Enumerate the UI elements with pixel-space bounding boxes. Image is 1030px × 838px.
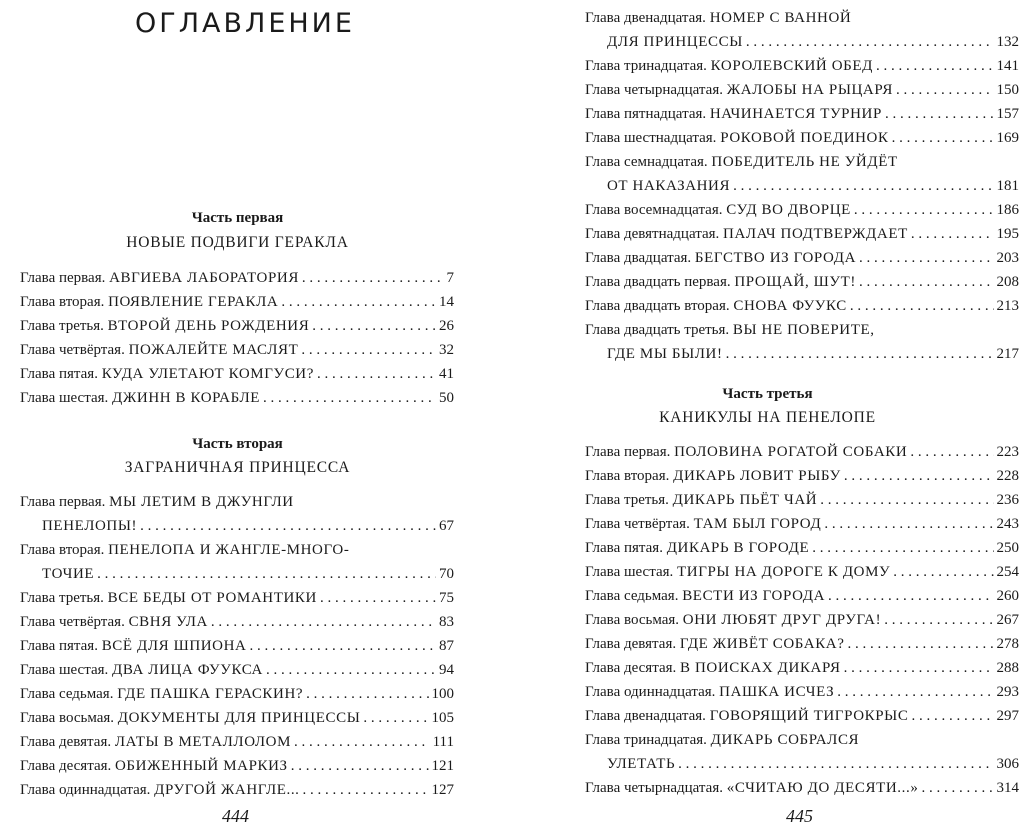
chapter-page-number: 195 — [996, 226, 1019, 242]
chapter-title: ВЫ НЕ ПОВЕРИТЕ, — [732, 322, 875, 338]
chapter-label: Глава десятая. — [585, 660, 677, 676]
chapter-title: ПАШКА ИСЧЕЗ — [719, 684, 835, 700]
chapter-page-number: 297 — [996, 708, 1019, 724]
dot-leader — [893, 560, 993, 584]
chapter-title-continued: ГДЕ МЫ БЫЛИ! — [607, 346, 723, 362]
chapter-page-number: 67 — [439, 518, 454, 534]
chapter-label: Глава восьмая. — [585, 612, 680, 628]
chapter-title: ЛАТЫ В МЕТАЛЛОЛОМ — [114, 734, 292, 750]
toc-entry — [585, 704, 1019, 728]
right-page — [515, 0, 1030, 838]
toc-entry — [585, 536, 1019, 560]
chapter-page-number: 186 — [996, 202, 1019, 218]
dot-leader — [263, 386, 436, 410]
dot-leader — [678, 752, 993, 776]
dot-leader — [824, 512, 993, 536]
chapter-page-number: 127 — [431, 782, 454, 798]
chapter-label: Глава пятнадцатая. — [585, 106, 707, 122]
toc-entry — [585, 270, 1019, 294]
page-number-left: 444 — [222, 806, 249, 826]
chapter-title: РОКОВОЙ ПОЕДИНОК — [720, 130, 889, 146]
toc-entry — [20, 290, 454, 314]
chapter-label: Глава седьмая. — [585, 588, 679, 604]
dot-leader — [301, 338, 436, 362]
toc-entry — [20, 362, 454, 386]
chapter-title: ГДЕ ЖИВЁТ СОБАКА? — [679, 636, 845, 652]
toc-entry — [20, 706, 454, 730]
chapter-title: ДВА ЛИЦА ФУУКСА — [112, 662, 263, 678]
chapter-page-number: 243 — [996, 516, 1019, 532]
chapter-label: Глава одиннадцатая. — [20, 782, 151, 798]
part-3-label: Часть третья — [722, 386, 813, 402]
toc-entry — [585, 6, 1019, 30]
chapter-title: ВЕСТИ ИЗ ГОРОДА — [682, 588, 826, 604]
toc-entry — [585, 318, 1019, 342]
chapter-label: Глава четвёртая. — [20, 342, 125, 358]
dot-leader — [844, 464, 994, 488]
chapter-page-number: 94 — [439, 662, 454, 678]
chapter-label: Глава одиннадцатая. — [585, 684, 716, 700]
toc-entry — [585, 728, 1019, 752]
chapter-label: Глава пятая. — [20, 638, 98, 654]
chapter-title: ВСЕ БЕДЫ ОТ РОМАНТИКИ — [107, 590, 317, 606]
dot-leader — [812, 536, 993, 560]
chapter-title: ПОЛОВИНА РОГАТОЙ СОБАКИ — [674, 444, 908, 460]
chapter-page-number: 132 — [996, 34, 1019, 50]
chapter-page-number: 83 — [439, 614, 454, 630]
chapter-title: ВТОРОЙ ДЕНЬ РОЖДЕНИЯ — [107, 318, 310, 334]
toc-entry — [20, 610, 454, 634]
chapter-label: Глава шестнадцатая. — [585, 130, 717, 146]
chapter-label: Глава седьмая. — [20, 686, 114, 702]
chapter-title: МЫ ЛЕТИМ В ДЖУНГЛИ — [109, 494, 294, 510]
chapter-title: ДИКАРЬ СОБРАЛСЯ — [710, 732, 860, 748]
dot-leader — [859, 270, 994, 294]
chapter-page-number: 41 — [439, 366, 454, 382]
chapter-label: Глава первая. — [20, 494, 106, 510]
chapter-page-number: 26 — [439, 318, 454, 334]
chapter-page-number: 306 — [996, 756, 1019, 772]
dot-leader — [850, 294, 994, 318]
toc-entry — [585, 198, 1019, 222]
toc-entry-continuation — [607, 30, 1019, 54]
chapter-label: Глава четырнадцатая. — [585, 780, 723, 796]
toc-entry — [585, 246, 1019, 270]
chapter-label: Глава двенадцатая. — [585, 708, 706, 724]
chapter-title: КУДА УЛЕТАЮТ КОМГУСИ? — [101, 366, 314, 382]
toc-entry — [585, 608, 1019, 632]
chapter-label: Глава двадцать вторая. — [585, 298, 730, 314]
chapter-title: ДИКАРЬ ПЬЁТ ЧАЙ — [672, 492, 818, 508]
chapter-title: СВНЯ УЛА — [128, 614, 208, 630]
chapter-label: Глава пятая. — [20, 366, 98, 382]
chapter-title: ДРУГОЙ ЖАНГЛЕ... — [154, 782, 300, 798]
dot-leader — [828, 584, 993, 608]
chapter-page-number: 87 — [439, 638, 454, 654]
chapter-title-continued: ТОЧИЕ — [42, 566, 95, 582]
chapter-label: Глава шестая. — [585, 564, 674, 580]
chapter-label: Глава третья. — [20, 590, 104, 606]
chapter-page-number: 213 — [996, 298, 1019, 314]
chapter-title: ПОБЕДИТЕЛЬ НЕ УЙДЁТ — [711, 154, 898, 170]
dot-leader — [911, 222, 994, 246]
toc-entry — [20, 586, 454, 610]
chapter-title: АВГИЕВА ЛАБОРАТОРИЯ — [109, 270, 299, 286]
chapter-label: Глава третья. — [20, 318, 104, 334]
toc-entry — [585, 632, 1019, 656]
chapter-label: Глава первая. — [585, 444, 671, 460]
toc-entry — [585, 440, 1019, 464]
chapter-title: ПОЯВЛЕНИЕ ГЕРАКЛА — [108, 294, 279, 310]
chapter-page-number: 157 — [996, 106, 1019, 122]
toc-entry — [585, 680, 1019, 704]
chapter-page-number: 208 — [996, 274, 1019, 290]
chapter-title: ПАЛАЧ ПОДТВЕРЖДАЕТ — [723, 226, 908, 242]
toc-entry — [20, 778, 454, 802]
chapter-title: СУД ВО ДВОРЦЕ — [726, 202, 851, 218]
dot-leader — [885, 102, 994, 126]
dot-leader — [896, 78, 994, 102]
dot-leader — [281, 290, 436, 314]
chapter-page-number: 217 — [996, 346, 1019, 362]
chapter-page-number: 121 — [431, 758, 454, 774]
chapter-label: Глава двадцать первая. — [585, 274, 731, 290]
chapter-page-number: 141 — [996, 58, 1019, 74]
chapter-title: ПЕНЕЛОПА И ЖАНГЛЕ-МНОГО- — [108, 542, 350, 558]
chapter-page-number: 75 — [439, 590, 454, 606]
chapter-page-number: 314 — [996, 780, 1019, 796]
chapter-label: Глава десятая. — [20, 758, 112, 774]
chapter-title: ДИКАРЬ В ГОРОДЕ — [666, 540, 810, 556]
chapter-label: Глава вторая. — [585, 468, 670, 484]
dot-leader — [859, 246, 994, 270]
toc-entry — [20, 730, 454, 754]
toc-entry — [585, 512, 1019, 536]
toc-entry — [20, 538, 454, 562]
chapter-page-number: 278 — [996, 636, 1019, 652]
dot-leader — [746, 30, 994, 54]
chapter-label: Глава семнадцатая. — [585, 154, 708, 170]
chapter-label: Глава двадцатая. — [585, 250, 692, 266]
dot-leader — [910, 440, 993, 464]
dot-leader — [837, 680, 993, 704]
toc-entry — [585, 656, 1019, 680]
chapter-title: ОБИЖЕННЫЙ МАРКИЗ — [115, 758, 288, 774]
chapter-label: Глава двадцать третья. — [585, 322, 730, 338]
toc-entry — [585, 776, 1019, 800]
chapter-label: Глава двенадцатая. — [585, 10, 706, 26]
toc-entry — [585, 294, 1019, 318]
chapter-page-number: 169 — [996, 130, 1019, 146]
chapter-page-number: 250 — [996, 540, 1019, 556]
toc-entry — [20, 266, 454, 290]
chapter-page-number: 293 — [996, 684, 1019, 700]
chapter-page-number: 181 — [996, 178, 1019, 194]
toc-entry — [585, 464, 1019, 488]
chapter-title: ЖАЛОБЫ НА РЫЦАРЯ — [726, 82, 893, 98]
part-1-title: НОВЫЕ ПОДВИГИ ГЕРАКЛА — [126, 234, 349, 251]
toc-entry — [585, 54, 1019, 78]
chapter-page-number: 203 — [996, 250, 1019, 266]
dot-leader — [249, 634, 436, 658]
dot-leader — [291, 754, 429, 778]
chapter-title: ВСЁ ДЛЯ ШПИОНА — [101, 638, 247, 654]
toc-entry — [20, 386, 454, 410]
toc-entry — [20, 490, 454, 514]
part-3-title: КАНИКУЛЫ НА ПЕНЕЛОПЕ — [659, 409, 876, 426]
dot-leader — [921, 776, 993, 800]
toc-title: ОГЛАВЛЕНИЕ — [135, 8, 355, 39]
dot-leader — [911, 704, 993, 728]
dot-leader — [363, 706, 428, 730]
chapter-title: КОРОЛЕВСКИЙ ОБЕД — [710, 58, 873, 74]
dot-leader — [303, 778, 429, 802]
chapter-label: Глава четвёртая. — [20, 614, 125, 630]
chapter-title: ГОВОРЯЩИЙ ТИГРОКРЫС — [709, 708, 909, 724]
part-1-label: Часть первая — [191, 210, 284, 226]
dot-leader — [211, 610, 436, 634]
chapter-title: НОМЕР С ВАННОЙ — [709, 10, 852, 26]
chapter-title-continued: УЛЕТАТЬ — [607, 756, 676, 772]
chapter-label: Глава шестая. — [20, 390, 109, 406]
chapter-page-number: 32 — [439, 342, 454, 358]
toc-entry-continuation — [42, 562, 454, 586]
toc-entry — [585, 222, 1019, 246]
toc-entry — [585, 78, 1019, 102]
toc-entry — [20, 634, 454, 658]
chapter-title-continued: ПЕНЕЛОПЫ! — [42, 518, 138, 534]
chapter-title: ТИГРЫ НА ДОРОГЕ К ДОМУ — [677, 564, 891, 580]
toc-entry — [20, 658, 454, 682]
chapter-label: Глава вторая. — [20, 542, 105, 558]
chapter-label: Глава шестая. — [20, 662, 109, 678]
toc-entry — [585, 102, 1019, 126]
chapter-title: ДИКАРЬ ЛОВИТ РЫБУ — [673, 468, 841, 484]
toc-entry — [20, 338, 454, 362]
chapter-title: В ПОИСКАХ ДИКАРЯ — [680, 660, 841, 676]
dot-leader — [320, 586, 436, 610]
dot-leader — [317, 362, 436, 386]
chapter-title: ТАМ БЫЛ ГОРОД — [693, 516, 822, 532]
chapter-page-number: 14 — [439, 294, 454, 310]
toc-entry-continuation — [607, 752, 1019, 776]
toc-entry-continuation — [42, 514, 454, 538]
dot-leader — [306, 682, 428, 706]
toc-entry — [585, 126, 1019, 150]
chapter-page-number: 260 — [996, 588, 1019, 604]
chapter-page-number: 228 — [996, 468, 1019, 484]
chapter-title: «СЧИТАЮ ДО ДЕСЯТИ...» — [726, 780, 919, 796]
page-number-right: 445 — [786, 806, 813, 826]
chapter-label: Глава девятнадцатая. — [585, 226, 720, 242]
chapter-page-number: 100 — [431, 686, 454, 702]
dot-leader — [266, 658, 436, 682]
chapter-page-number: 267 — [996, 612, 1019, 628]
chapter-title: ПОЖАЛЕЙТЕ МАСЛЯТ — [128, 342, 299, 358]
part-2-title: ЗАГРАНИЧНАЯ ПРИНЦЕССА — [124, 459, 351, 476]
part-2-label: Часть вторая — [192, 436, 283, 452]
toc-entry — [20, 314, 454, 338]
chapter-page-number: 7 — [446, 270, 454, 286]
chapter-page-number: 236 — [996, 492, 1019, 508]
toc-entry — [20, 682, 454, 706]
dot-leader — [302, 266, 444, 290]
chapter-title-continued: ДЛЯ ПРИНЦЕССЫ — [607, 34, 743, 50]
dot-leader — [892, 126, 994, 150]
dot-leader — [884, 608, 993, 632]
chapter-label: Глава вторая. — [20, 294, 105, 310]
chapter-page-number: 70 — [439, 566, 454, 582]
chapter-title: ПРОЩАЙ, ШУТ! — [734, 274, 856, 290]
chapter-title: СНОВА ФУУКС — [733, 298, 847, 314]
chapter-page-number: 254 — [996, 564, 1019, 580]
dot-leader — [848, 632, 994, 656]
chapter-title: ДОКУМЕНТЫ ДЛЯ ПРИНЦЕССЫ — [117, 710, 361, 726]
chapter-label: Глава пятая. — [585, 540, 663, 556]
chapter-label: Глава третья. — [585, 492, 669, 508]
chapter-page-number: 288 — [996, 660, 1019, 676]
dot-leader — [733, 174, 993, 198]
chapter-label: Глава тринадцатая. — [585, 732, 707, 748]
toc-entry-continuation — [607, 342, 1019, 366]
chapter-title: ДЖИНН В КОРАБЛЕ — [112, 390, 260, 406]
chapter-page-number: 50 — [439, 390, 454, 406]
dot-leader — [140, 514, 436, 538]
chapter-title: ГДЕ ПАШКА ГЕРАСКИН? — [117, 686, 304, 702]
chapter-page-number: 111 — [432, 734, 454, 750]
chapter-title: НАЧИНАЕТСЯ ТУРНИР — [709, 106, 882, 122]
dot-leader — [312, 314, 436, 338]
chapter-label: Глава тринадцатая. — [585, 58, 707, 74]
dot-leader — [294, 730, 430, 754]
dot-leader — [854, 198, 994, 222]
toc-entry — [585, 488, 1019, 512]
chapter-label: Глава восемнадцатая. — [585, 202, 723, 218]
chapter-label: Глава четырнадцатая. — [585, 82, 723, 98]
chapter-page-number: 150 — [996, 82, 1019, 98]
dot-leader — [97, 562, 436, 586]
dot-leader — [844, 656, 994, 680]
dot-leader — [726, 342, 994, 366]
chapter-label: Глава восьмая. — [20, 710, 115, 726]
dot-leader — [876, 54, 994, 78]
chapter-label: Глава первая. — [20, 270, 106, 286]
chapter-label: Глава девятая. — [20, 734, 112, 750]
chapter-label: Глава девятая. — [585, 636, 677, 652]
dot-leader — [820, 488, 993, 512]
toc-entry — [585, 150, 1019, 174]
chapter-page-number: 105 — [431, 710, 454, 726]
chapter-page-number: 223 — [996, 444, 1019, 460]
chapter-title: ОНИ ЛЮБЯТ ДРУГ ДРУГА! — [682, 612, 882, 628]
chapter-title: БЕГСТВО ИЗ ГОРОДА — [694, 250, 856, 266]
toc-entry-continuation — [607, 174, 1019, 198]
toc-entry — [585, 584, 1019, 608]
chapter-title-continued: ОТ НАКАЗАНИЯ — [607, 178, 731, 194]
toc-entry — [585, 560, 1019, 584]
toc-entry — [20, 754, 454, 778]
chapter-label: Глава четвёртая. — [585, 516, 690, 532]
